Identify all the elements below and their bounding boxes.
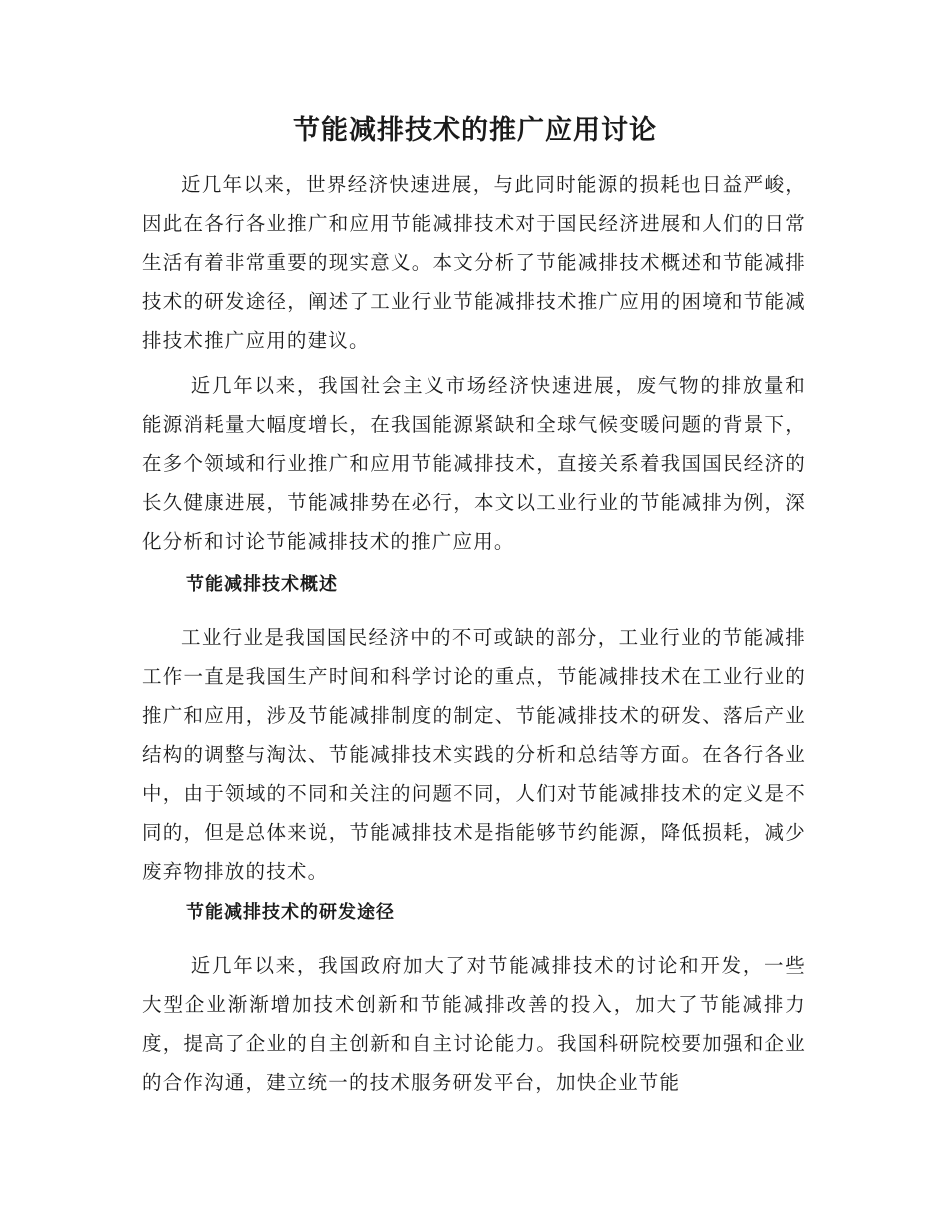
- abstract-paragraph: 近几年以来，世界经济快速进展，与此同时能源的损耗也日益严峻，因此在各行各业推广和应用节能减排技术对于国民经济进展和人们的日常生活有着非常重要的现实意义。本文分析了节能减排技术概述和节能减排技术的研发途径，阐述了工业行业节能减排技术推广应用的困境和节能减排技术推广应用的建议。: [142, 173, 806, 352]
- document-title: 节能减排技术的推广应用讨论: [293, 115, 657, 146]
- overview-paragraph: 工业行业是我国国民经济中的不可或缺的部分，工业行业的节能减排工作一直是我国生产时间和科学讨论的重点，节能减排技术在工业行业的推广和应用，涉及节能减排制度的制定、节能减排技术的研发、落后产业结构的调整与淘汰、节能减排技术实践的分析和总结等方面。在各行各业中，由于领域的不同和关注的问题不同，人们对节能减排技术的定义是不同的，但是总体来说，节能减排技术是指能够节约能源，降低损耗，减少废弃物排放的技术。: [142, 626, 806, 883]
- section-heading-rd: 节能减排技术的研发途径: [186, 902, 395, 923]
- section-heading-overview: 节能减排技术概述: [186, 574, 338, 595]
- intro-paragraph: 近几年以来，我国社会主义市场经济快速进展，废气物的排放量和能源消耗量大幅度增长，在我国能源紧缺和全球气候变暖问题的背景下，在多个领域和行业推广和应用节能减排技术，直接关系着我国国民经济的长久健康进展，节能减排势在必行，本文以工业行业的节能减排为例，深化分析和讨论节能减排技术的推广应用。: [142, 374, 806, 553]
- rd-paragraph: 近几年以来，我国政府加大了对节能减排技术的讨论和开发，一些大型企业渐渐增加技术创新和节能减排改善的投入，加大了节能减排力度，提高了企业的自主创新和自主讨论能力。我国科研院校要加强和企业的合作沟通，建立统一的技术服务研发平台，加快企业节能: [142, 954, 806, 1094]
